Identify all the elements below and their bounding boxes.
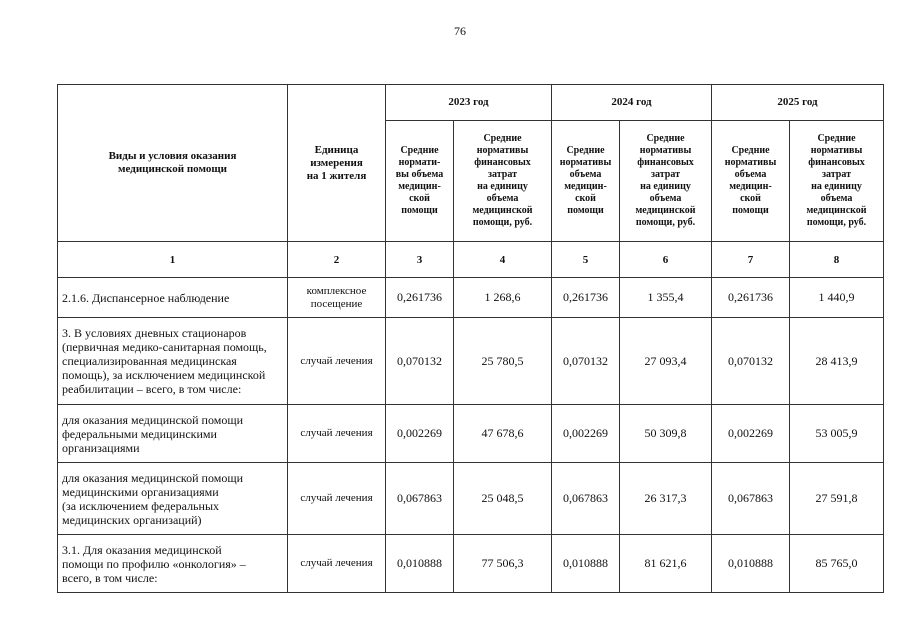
table-row (58, 318, 884, 405)
value-volume-2024: 0,002269 (552, 405, 620, 463)
value-volume-2024: 0,070132 (552, 318, 620, 405)
row-label: для оказания медицинской помощи медицинскими организациями (за исключением федеральных медицинских организаций) (58, 463, 288, 535)
value-volume-2023: 0,070132 (386, 318, 454, 405)
row-label: 3. В условиях дневных стационаров (первичная медико-санитарная помощь, специализированная медицинская помощь), за исключением медицинской реабилитации – всего, в том числе: (58, 318, 288, 405)
norms-table (57, 84, 884, 593)
header-cost-2024: Средние нормативы финансовых затрат на единицу объема медицинской помощи, руб. (620, 121, 712, 242)
column-number: 8 (790, 242, 884, 278)
value-volume-2025: 0,002269 (712, 405, 790, 463)
table-row (58, 405, 884, 463)
value-cost-2025: 28 413,9 (790, 318, 884, 405)
value-volume-2025: 0,261736 (712, 278, 790, 318)
header-volume-2024: Средние нормативы объема медицин- ской помощи (552, 121, 620, 242)
value-cost-2024: 50 309,8 (620, 405, 712, 463)
value-volume-2023: 0,002269 (386, 405, 454, 463)
value-cost-2023: 77 506,3 (454, 535, 552, 593)
row-unit: комплексное посещение (288, 278, 386, 318)
value-volume-2023: 0,010888 (386, 535, 454, 593)
row-unit: случай лечения (288, 318, 386, 405)
table-row (58, 278, 884, 318)
value-cost-2024: 81 621,6 (620, 535, 712, 593)
value-cost-2023: 1 268,6 (454, 278, 552, 318)
value-volume-2025: 0,010888 (712, 535, 790, 593)
header-unit: Единица измерения на 1 жителя (288, 85, 386, 242)
value-volume-2025: 0,070132 (712, 318, 790, 405)
table-row (58, 535, 884, 593)
value-cost-2023: 25 048,5 (454, 463, 552, 535)
header-volume-2025: Средние нормативы объема медицин- ской помощи (712, 121, 790, 242)
value-volume-2025: 0,067863 (712, 463, 790, 535)
column-number: 5 (552, 242, 620, 278)
column-number: 7 (712, 242, 790, 278)
row-unit: случай лечения (288, 405, 386, 463)
header-cost-2023: Средние нормативы финансовых затрат на единицу объема медицинской помощи, руб. (454, 121, 552, 242)
row-unit: случай лечения (288, 535, 386, 593)
value-volume-2023: 0,261736 (386, 278, 454, 318)
header-care-types: Виды и условия оказания медицинской помощи (58, 85, 288, 242)
value-cost-2024: 1 355,4 (620, 278, 712, 318)
row-label: для оказания медицинской помощи федеральными медицинскими организациями (58, 405, 288, 463)
column-number-row (58, 242, 884, 278)
column-number: 3 (386, 242, 454, 278)
column-number: 2 (288, 242, 386, 278)
value-cost-2024: 26 317,3 (620, 463, 712, 535)
value-cost-2025: 1 440,9 (790, 278, 884, 318)
value-volume-2023: 0,067863 (386, 463, 454, 535)
value-cost-2024: 27 093,4 (620, 318, 712, 405)
value-volume-2024: 0,010888 (552, 535, 620, 593)
value-cost-2025: 85 765,0 (790, 535, 884, 593)
header-year-2025: 2025 год (712, 85, 884, 121)
value-cost-2025: 53 005,9 (790, 405, 884, 463)
row-label: 3.1. Для оказания медицинской помощи по профилю «онкология» – всего, в том числе: (58, 535, 288, 593)
header-volume-2023: Средние нормати- вы объема медицин- ской помощи (386, 121, 454, 242)
column-number: 1 (58, 242, 288, 278)
header-cost-2025: Средние нормативы финансовых затрат на единицу объема медицинской помощи, руб. (790, 121, 884, 242)
header-row-years (58, 85, 884, 121)
table-row (58, 463, 884, 535)
value-cost-2023: 47 678,6 (454, 405, 552, 463)
header-year-2023: 2023 год (386, 85, 552, 121)
value-volume-2024: 0,261736 (552, 278, 620, 318)
value-volume-2024: 0,067863 (552, 463, 620, 535)
header-year-2024: 2024 год (552, 85, 712, 121)
value-cost-2025: 27 591,8 (790, 463, 884, 535)
value-cost-2023: 25 780,5 (454, 318, 552, 405)
column-number: 4 (454, 242, 552, 278)
page-number: 76 (454, 24, 466, 38)
row-unit: случай лечения (288, 463, 386, 535)
column-number: 6 (620, 242, 712, 278)
row-label: 2.1.6. Диспансерное наблюдение (58, 278, 288, 318)
